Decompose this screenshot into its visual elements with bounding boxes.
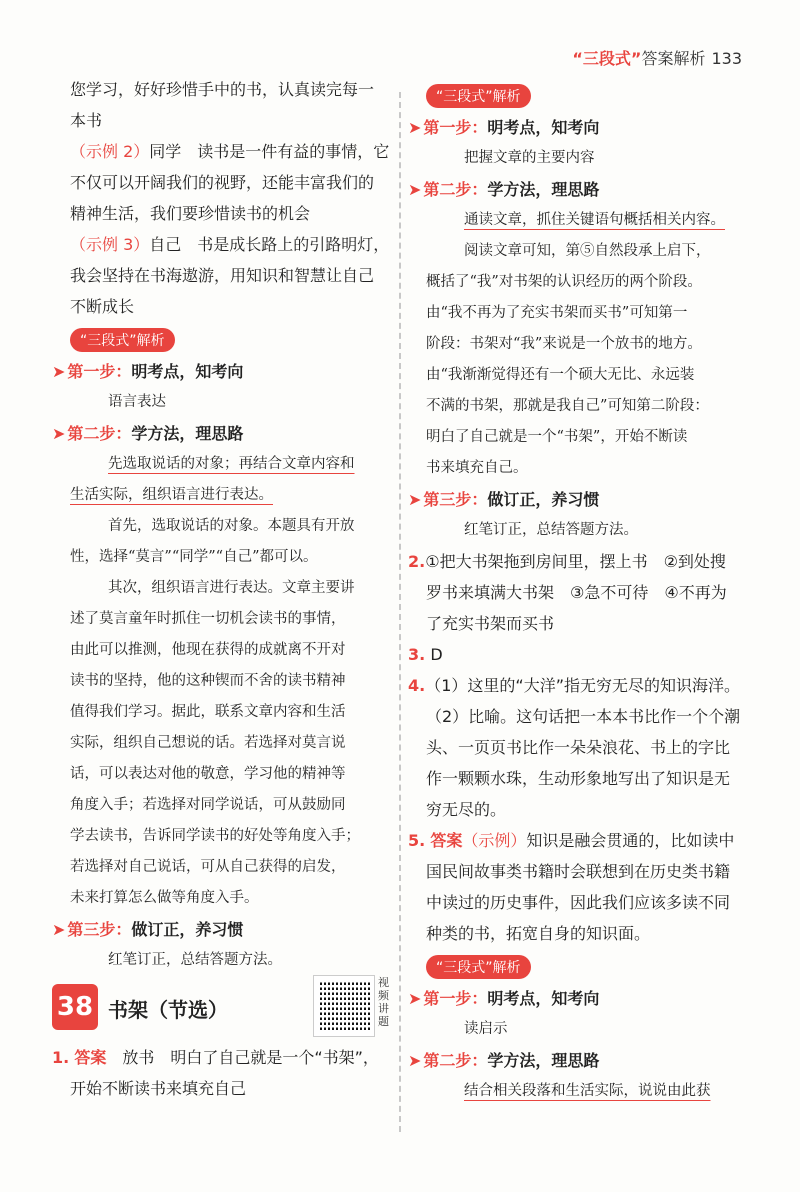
- text-line: （2）比喻。这句话把一本本书比作一个个潮: [426, 707, 741, 726]
- text-line: 读书的坚持，他的这种锲而不舍的读书精神: [70, 673, 346, 689]
- text-line: 述了莫言童年时抓住一切机会读书的事情，: [70, 611, 346, 627]
- step-3: [408, 484, 752, 515]
- text-line: 不仅可以开阔我们的视野，还能丰富我们的: [70, 173, 375, 192]
- question-1: [52, 1042, 390, 1073]
- text-line: 不满的书架，那就是我自己”可知第二阶段：: [426, 398, 709, 414]
- right-column: [408, 84, 752, 1107]
- text-line: 国民间故事类书籍时会联想到在历史类书籍: [426, 862, 731, 881]
- method-line: [52, 449, 390, 480]
- arrow-icon: ➤: [408, 180, 422, 199]
- header-title: 答案解析: [641, 49, 706, 68]
- answer-text: D: [430, 645, 443, 664]
- method-line: [408, 1076, 752, 1107]
- column-divider: [399, 92, 401, 1132]
- method-line: [52, 480, 390, 511]
- arrow-icon: ➤: [52, 920, 66, 939]
- text-line: 放书 明白了自己就是一个“书架”，: [122, 1048, 379, 1067]
- text-line: 实际，组织自己想说的话。若选择对莫言说: [70, 735, 346, 751]
- analysis-badge: “三段式”解析: [70, 328, 175, 352]
- lesson-title: 书架（节选）: [108, 998, 228, 1022]
- header-brand: “三段式”: [572, 49, 642, 68]
- step-body: 语言表达: [108, 394, 166, 410]
- step-title: 做订正，养习惯: [487, 490, 600, 509]
- qr-code-icon[interactable]: [314, 976, 374, 1036]
- text-line: 了充实书架而买书: [426, 614, 555, 633]
- underlined-text: 通读文章，抓住关键语句概括相关内容。: [464, 212, 725, 228]
- text-line: 概括了“我”对书架的认识经历的两个阶段。: [426, 274, 702, 290]
- question-3: [408, 639, 752, 670]
- step-body: 把握文章的主要内容: [464, 150, 595, 166]
- arrow-icon: ➤: [408, 490, 422, 509]
- example-tag: （示例）: [462, 831, 527, 850]
- step-label: 第一步：: [423, 989, 488, 1008]
- text-line: 知识是融会贯通的，比如读中: [526, 831, 735, 850]
- step-title: 学方法，理思路: [131, 424, 244, 443]
- analysis-badge: “三段式”解析: [426, 84, 531, 108]
- text-line: 我会坚持在书海遨游，用知识和智慧让自己: [70, 266, 375, 285]
- step-2: [52, 418, 390, 449]
- question-2: [408, 546, 752, 577]
- step-body: 红笔订正，总结答题方法。: [108, 952, 282, 968]
- lesson-header: [52, 976, 390, 1042]
- text-line: 角度入手；若选择对同学说话，可从鼓励同: [70, 797, 346, 813]
- text-line: 本书: [70, 111, 103, 130]
- text-line: 精神生活，我们要珍惜读书的机会: [70, 204, 311, 223]
- text-line: 中读过的历史事件，因此我们应该多读不同: [426, 893, 731, 912]
- arrow-icon: ➤: [408, 1051, 422, 1070]
- question-5: [408, 825, 752, 856]
- text-line: 由“我不再为了充实书架而买书”可知第一: [426, 305, 688, 321]
- step-title: 学方法，理思路: [487, 180, 600, 199]
- step-label: 第一步：: [423, 118, 488, 137]
- step-label: 第一步：: [67, 362, 132, 381]
- step-1: [52, 356, 390, 387]
- lesson-number: 38: [52, 984, 98, 1030]
- example-3: [52, 229, 390, 260]
- step-label: 第二步：: [423, 1051, 488, 1070]
- question-number: 3.: [408, 645, 426, 664]
- example-3-tag: （示例 3）: [70, 235, 150, 254]
- step-body: 红笔订正，总结答题方法。: [464, 522, 638, 538]
- step-title: 明考点，知考向: [487, 989, 600, 1008]
- step-label: 第三步：: [423, 490, 488, 509]
- text-line: 学去读书，告诉同学读书的好处等角度入手；: [70, 828, 360, 844]
- text-line: 开始不断读书来填充自己: [70, 1079, 247, 1098]
- step-title: 明考点，知考向: [131, 362, 244, 381]
- text-line: 作一颗颗水珠，生动形象地写出了知识是无: [426, 769, 731, 788]
- underlined-text: 生活实际，组织语言进行表达。: [70, 487, 273, 503]
- text-line: 首先，选取说话的对象。本题具有开放: [108, 518, 355, 534]
- step-3: [52, 914, 390, 945]
- left-column: [52, 74, 390, 1104]
- step-body: 读启示: [464, 1021, 508, 1037]
- step-label: 第三步：: [67, 920, 132, 939]
- text-line: 未来打算怎么做等角度入手。: [70, 890, 259, 906]
- text-line: 若选择对自己说话，可从自己获得的启发，: [70, 859, 346, 875]
- page-header: [572, 46, 742, 69]
- step-1: [408, 112, 752, 143]
- text-line: 由“我渐渐觉得还有一个硕大无比、永远装: [426, 367, 695, 383]
- step-title: 做订正，养习惯: [131, 920, 244, 939]
- text-line: 值得我们学习。据此，联系文章内容和生活: [70, 704, 346, 720]
- text-line: 您学习，好好珍惜手中的书，认真读完每一: [70, 80, 375, 99]
- arrow-icon: ➤: [52, 362, 66, 381]
- arrow-icon: ➤: [408, 118, 422, 137]
- text-line: 书来填充自己。: [426, 460, 528, 476]
- text-line: 话，可以表达对他的敬意，学习他的精神等: [70, 766, 346, 782]
- question-number: 4.: [408, 676, 426, 695]
- arrow-icon: ➤: [408, 989, 422, 1008]
- text-line: 种类的书，拓宽自身的知识面。: [426, 924, 651, 943]
- analysis-badge: “三段式”解析: [426, 955, 531, 979]
- text-line: 穷无尽的。: [426, 800, 507, 819]
- text-line: 其次，组织语言进行表达。文章主要讲: [108, 580, 355, 596]
- example-2-tag: （示例 2）: [70, 142, 150, 161]
- text-line: 阶段：书架对“我”来说是一个放书的地方。: [426, 336, 702, 352]
- step-label: 第二步：: [67, 424, 132, 443]
- question-number: 2.: [408, 552, 426, 571]
- page-number: 133: [711, 49, 742, 68]
- text-line: 由此可以推测，他现在获得的成就离不开对: [70, 642, 346, 658]
- example-2: [52, 136, 390, 167]
- text-line: （1）这里的“大洋”指无穷无尽的知识海洋。: [425, 676, 740, 695]
- underlined-text: 先选取说话的对象；再结合文章内容和: [108, 456, 355, 472]
- question-number: 5.: [408, 831, 426, 850]
- text-line: 头、一页页书比作一朵朵浪花、书上的字比: [426, 738, 731, 757]
- question-number: 1.: [52, 1048, 70, 1067]
- step-1: [408, 983, 752, 1014]
- arrow-icon: ➤: [52, 424, 66, 443]
- text-line: 明白了自己就是一个“书架”，开始不断读: [426, 429, 688, 445]
- question-4: [408, 670, 752, 701]
- text-line: 罗书来填满大书架 ③急不可待 ④不再为: [426, 583, 727, 602]
- step-2: [408, 1045, 752, 1076]
- text-line: 性，选择“莫言”“同学”“自己”都可以。: [70, 549, 318, 565]
- text-line: 自己 书是成长路上的引路明灯，: [149, 235, 390, 254]
- answer-tag: 答案: [74, 1048, 107, 1067]
- step-title: 明考点，知考向: [487, 118, 600, 137]
- text-line: ①把大书架拖到房间里，摆上书 ②到处搜: [425, 552, 726, 571]
- answer-tag: 答案: [430, 831, 463, 850]
- qr-label: 视频讲题: [378, 976, 389, 1028]
- text-line: 阅读文章可知，第⑤自然段承上启下，: [464, 243, 711, 259]
- step-title: 学方法，理思路: [487, 1051, 600, 1070]
- text-line: 不断成长: [70, 297, 135, 316]
- step-label: 第二步：: [423, 180, 488, 199]
- underlined-text: 结合相关段落和生活实际，说说由此获: [464, 1083, 711, 1099]
- text-line: 同学 读书是一件有益的事情，它: [149, 142, 390, 161]
- method-line: [408, 205, 752, 236]
- step-2: [408, 174, 752, 205]
